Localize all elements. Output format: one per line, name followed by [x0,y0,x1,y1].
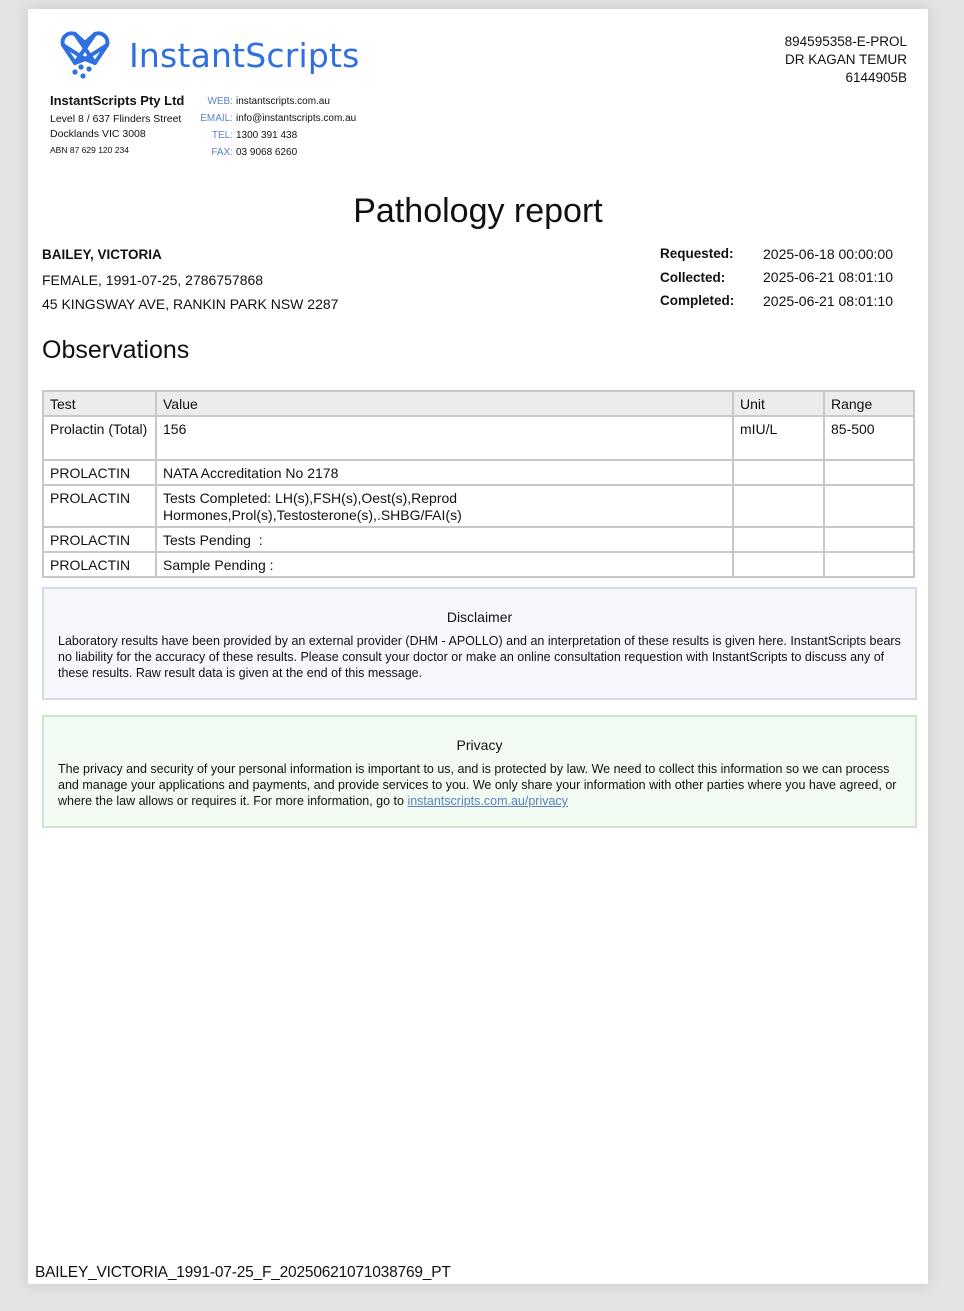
privacy-body [44,761,915,809]
date-label: Collected: [660,269,726,285]
provider-number: 6144905B [845,70,907,85]
file-identifier: BAILEY_VICTORIA_1991-07-25_F_20250621071038769_PT [35,1264,451,1281]
date-completed [660,289,893,313]
company-contacts [192,93,356,161]
company-info [50,93,184,155]
column-header-value: Value [156,391,733,416]
cell-test: Prolactin (Total) [43,416,156,460]
cell-unit: mIU/L [733,416,824,460]
table-row [43,416,914,460]
observations-heading: Observations [42,336,190,364]
cell-value: NATA Accreditation No 2178 [156,460,733,485]
request-id: 894595358-E-PROL [784,34,907,49]
privacy-title: Privacy [456,737,503,753]
observations-table [42,390,915,578]
disclaimer-title: Disclaimer [446,609,513,625]
date-label: Completed: [660,293,735,309]
date-label: Requested: [660,246,734,262]
company-abn: ABN 87 629 120 234 [50,145,129,155]
cell-test: PROLACTIN [43,460,156,485]
brand-name: InstantScripts [129,35,360,75]
report-page [28,9,928,1284]
contact-tel [192,127,356,144]
contact-value: info@instantscripts.com.au [236,113,357,124]
table-row [43,527,914,552]
report-dates [660,242,893,313]
disclaimer-body: Laboratory results have been provided by an external provider (DHM - APOLLO) and an interpretation of these results is given here. InstantScripts bears no liability for the accuracy of these results. Please consult your doctor or make an online consultation requestion with InstantScripts to discuss any of these results. Raw result data is given at the end of this message. [58,634,901,680]
patient-details: FEMALE, 1991-07-25, 2786757868 [42,271,264,288]
cell-test: PROLACTIN [43,552,156,577]
patient-name: BAILEY, VICTORIA [42,247,162,262]
brand-logo [49,31,360,79]
contact-value: instantscripts.com.au [236,96,330,107]
privacy-text: The privacy and security of your personal information is important to us, and is protected by law. We need to collect this information so we can process and manage your applications and payments, and provide services to you. We only share your information with other parties where you have agreed, or where the law allows or requires it. For more information, go to [58,762,897,808]
cell-value: 156 [156,416,733,460]
table-row [43,485,914,527]
contact-label: EMAIL: [200,113,233,124]
date-collected [660,266,893,290]
contact-label: TEL: [211,130,233,141]
cell-unit [733,527,824,552]
doctor-name: DR KAGAN TEMUR [784,52,907,67]
reference-block [785,33,907,87]
cell-value: Sample Pending : [156,552,733,577]
table-row [43,552,914,577]
cell-unit [733,460,824,485]
cell-range [824,485,914,527]
date-value: 2025-06-21 08:01:10 [763,269,893,286]
date-requested [660,242,893,266]
contact-label: FAX: [211,147,233,158]
contact-value: 03 9068 6260 [236,147,298,158]
column-header-range: Range [824,391,914,416]
cell-unit [733,485,824,527]
column-header-unit: Unit [733,391,824,416]
patient-address: 45 KINGSWAY AVE, RANKIN PARK NSW 2287 [42,296,339,312]
patient-info [42,243,338,317]
cell-test: PROLACTIN [43,485,156,527]
company-address-line2: Docklands VIC 3008 [50,128,146,140]
company-address-line1: Level 8 / 637 Flinders Street [50,113,182,125]
disclaimer-box [42,587,917,700]
cell-value: Tests Pending : [156,527,733,552]
cell-test: PROLACTIN [43,527,156,552]
cell-range: 85-500 [824,416,914,460]
cell-range [824,552,914,577]
contact-web [192,93,356,110]
cell-unit [733,552,824,577]
privacy-box [42,715,917,828]
date-value: 2025-06-18 00:00:00 [763,245,893,262]
pill-heart-icon [49,31,121,79]
contact-fax [192,144,356,161]
page-title: Pathology report [353,192,603,230]
cell-range [824,527,914,552]
privacy-link[interactable]: instantscripts.com.au/privacy [407,794,568,808]
cell-value: Tests Completed: LH(s),FSH(s),Oest(s),Reprod Hormones,Prol(s),Testosterone(s),.SHBG/FAI(s) [156,485,733,527]
company-name: InstantScripts Pty Ltd [50,93,185,108]
table-header-row [43,391,914,416]
column-header-test: Test [43,391,156,416]
contact-value: 1300 391 438 [236,130,298,141]
cell-range [824,460,914,485]
contact-label: WEB: [207,96,233,107]
table-row [43,460,914,485]
date-value: 2025-06-21 08:01:10 [763,292,893,309]
contact-email [192,110,356,127]
